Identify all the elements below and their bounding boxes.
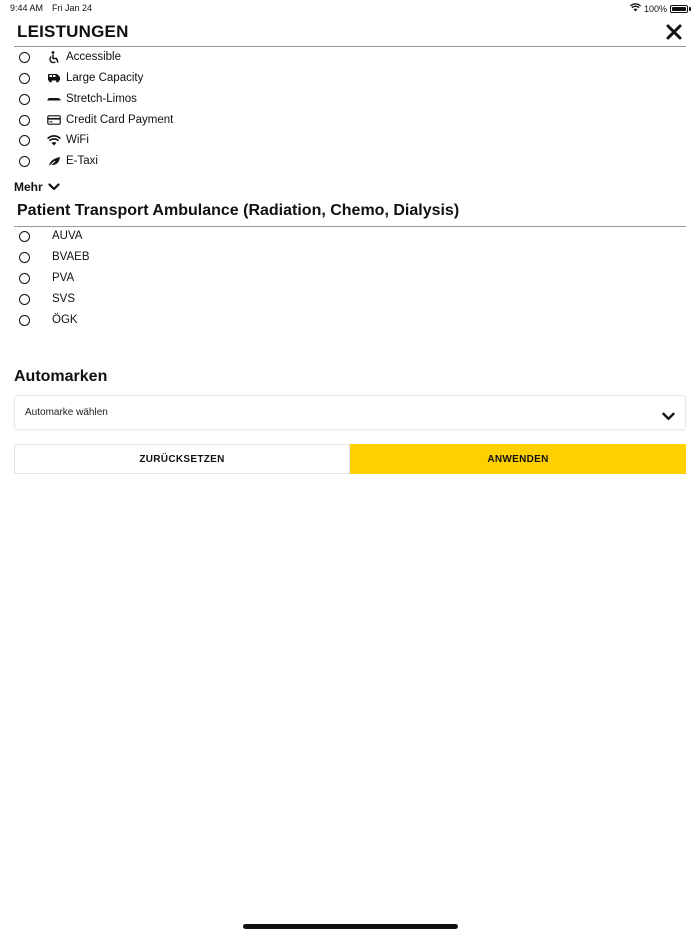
service-label: Credit Card Payment xyxy=(66,114,174,126)
service-option-stretch-limos[interactable] xyxy=(14,90,137,108)
battery-percentage: 100% xyxy=(643,3,667,14)
page-title: LEISTUNGEN xyxy=(17,22,129,41)
reset-button[interactable]: ZURÜCKSETZEN xyxy=(14,444,350,474)
radio-button[interactable] xyxy=(19,252,30,263)
radio-button[interactable] xyxy=(19,115,30,126)
insurer-option-pva[interactable] xyxy=(14,269,74,287)
service-option-credit-card[interactable] xyxy=(14,111,173,129)
service-option-large-capacity[interactable] xyxy=(14,69,143,87)
insurer-option-ogk[interactable] xyxy=(14,311,78,329)
credit-card-icon xyxy=(47,114,61,126)
limo-icon xyxy=(47,93,61,105)
status-time: 9:44 AM xyxy=(10,3,44,13)
insurer-option-svs[interactable] xyxy=(14,290,75,308)
radio-button[interactable] xyxy=(19,156,30,167)
car-brand-select[interactable] xyxy=(14,395,686,430)
status-bar xyxy=(0,0,700,16)
insurer-label: SVS xyxy=(52,293,76,305)
more-label: Mehr xyxy=(14,180,43,194)
radio-button[interactable] xyxy=(19,52,30,63)
radio-button[interactable] xyxy=(19,273,30,284)
apply-button[interactable]: ANWENDEN xyxy=(350,444,686,474)
service-label: Large Capacity xyxy=(66,72,144,84)
close-icon[interactable] xyxy=(666,24,682,40)
chevron-down-icon xyxy=(662,408,675,426)
chevron-down-icon xyxy=(48,180,60,194)
radio-button[interactable] xyxy=(19,73,30,84)
home-indicator[interactable] xyxy=(243,924,458,929)
car-brands-title: Automarken xyxy=(14,368,108,385)
insurer-option-auva[interactable] xyxy=(14,227,82,245)
radio-button[interactable] xyxy=(19,135,30,146)
radio-button[interactable] xyxy=(19,94,30,105)
wifi-status-icon xyxy=(630,3,641,14)
patient-transport-title: Patient Transport Ambulance (Radiation, Chemo, Dialysis) xyxy=(17,202,460,219)
status-indicators xyxy=(630,3,691,14)
wifi-icon xyxy=(47,134,61,146)
header-divider xyxy=(14,46,686,47)
battery-icon xyxy=(670,5,688,13)
service-option-wifi[interactable] xyxy=(14,131,89,149)
wheelchair-icon xyxy=(47,51,61,63)
van-icon xyxy=(47,72,61,84)
radio-button[interactable] xyxy=(19,294,30,305)
radio-button[interactable] xyxy=(19,315,30,326)
status-date: Fri Jan 24 xyxy=(52,3,93,13)
leaf-icon xyxy=(47,155,61,167)
service-label: Stretch-Limos xyxy=(66,93,137,105)
service-option-e-taxi[interactable] xyxy=(14,152,98,170)
service-label: WiFi xyxy=(66,134,89,146)
insurer-label: PVA xyxy=(52,272,75,284)
car-brand-placeholder: Automarke wählen xyxy=(25,407,108,418)
insurer-label: BVAEB xyxy=(52,251,90,263)
insurer-label: ÖGK xyxy=(52,314,78,326)
service-label: Accessible xyxy=(66,51,121,63)
battery-tip xyxy=(689,7,691,11)
section-divider xyxy=(14,226,686,227)
insurer-option-bvaeb[interactable] xyxy=(14,248,90,266)
service-label: E-Taxi xyxy=(66,155,98,167)
service-option-accessible[interactable] xyxy=(14,48,121,66)
insurer-label: AUVA xyxy=(52,230,83,242)
more-toggle[interactable] xyxy=(14,180,60,194)
radio-button[interactable] xyxy=(19,231,30,242)
